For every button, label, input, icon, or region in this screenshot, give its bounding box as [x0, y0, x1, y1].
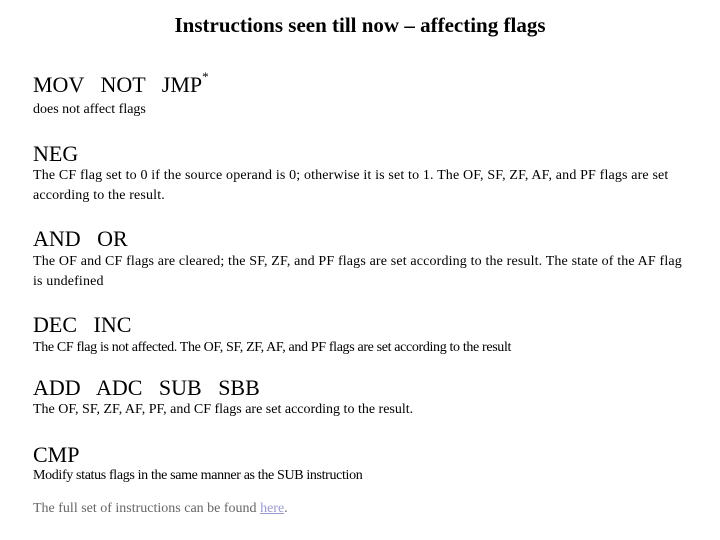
footer-text: The full set of instructions can be found [33, 501, 261, 516]
footer-note [33, 501, 288, 517]
section-description: The OF, SF, ZF, AF, PF, and CF flags are set according to the result. [33, 402, 414, 417]
section-heading-cmp: CMP [33, 442, 80, 467]
section-description: The OF and CF flags are cleared; the SF, ZF, and PF flags are set according to the result. The state of the AF flag is undefined [33, 254, 682, 289]
section-heading-neg: NEG [33, 141, 79, 166]
section-heading-and-or: AND OR [33, 226, 128, 251]
footer-period: . [284, 501, 288, 516]
section-description: The CF flag set to 0 if the source operand is 0; otherwise it is set to 1. The OF, SF, ZF, AF, and PF flags are set according to the result. [33, 168, 669, 203]
footer-link-here[interactable]: here [260, 501, 285, 516]
section-heading-mov-not-jmp [33, 69, 209, 98]
page-title: Instructions seen till now – affecting flags [174, 13, 546, 37]
section-heading-add-adc-sub-sbb: ADD ADC SUB SBB [33, 375, 260, 400]
section-heading-dec-inc: DEC INC [33, 312, 132, 337]
section-description: does not affect flags [33, 102, 146, 117]
section-description: The CF flag is not affected. The OF, SF, ZF, AF, and PF flags are set according to the result [33, 340, 512, 355]
heading-text: MOV NOT JMP [33, 72, 203, 97]
section-description: Modify status flags in the same manner as the SUB instruction [33, 468, 363, 483]
footnote-marker: * [202, 69, 209, 84]
